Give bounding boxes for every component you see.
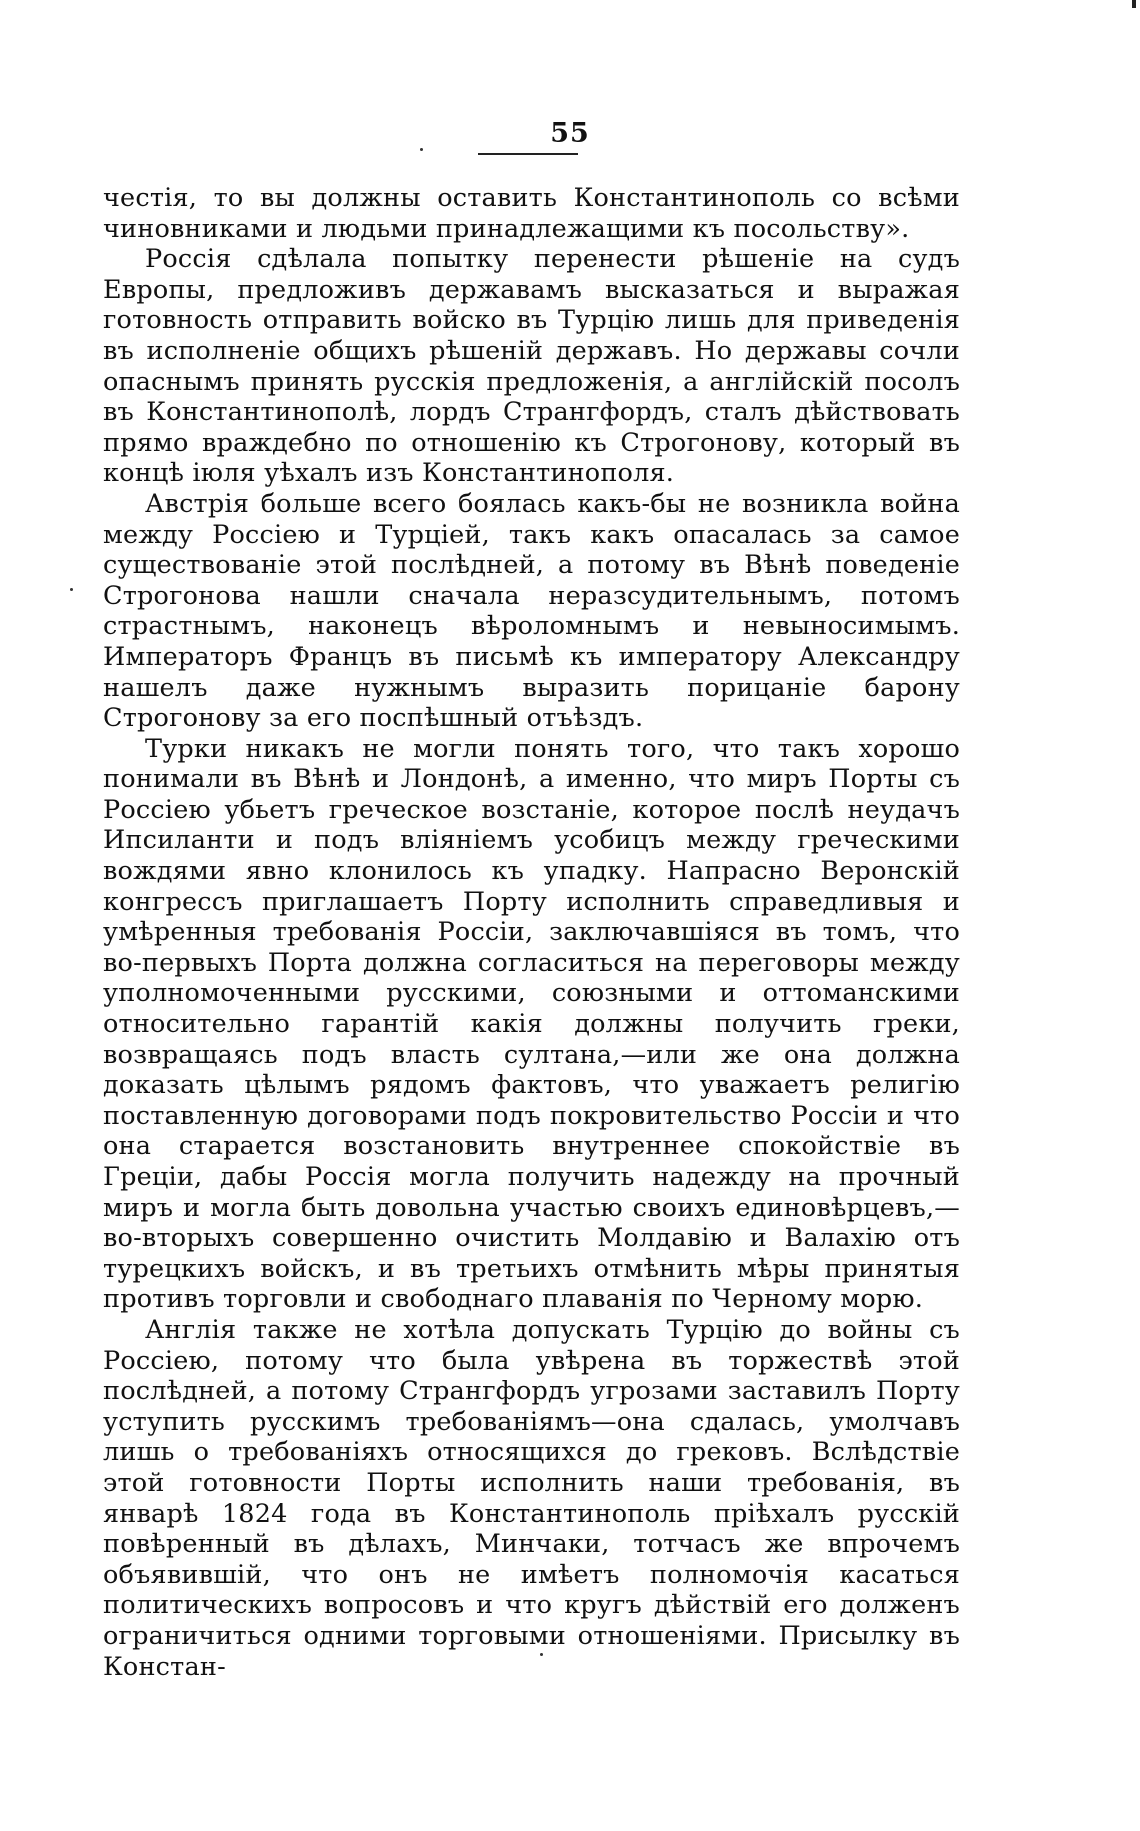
paragraph-4: Турки никакъ не могли понять того, что такъ хорошо понимали въ Вѣнѣ и Лондонѣ, а именно, что миръ Порты съ Россіею убьетъ греческое возстаніе, которое послѣ неудачъ Ипсиланти и подъ вліяніемъ усобицъ между греческими вождями явно клонилось къ упадку. Напрасно Веронскій конгрессъ приглашаетъ Порту исполнить справедливыя и умѣренныя требованія Россіи, заключавшіяся въ томъ, что во-первыхъ Порта должна согласиться на переговоры между уполномоченными русскими, союзными и оттоманскими относительно гарантій какія должны получить греки, возвращаясь подъ власть султана,—или же она должна доказать цѣлымъ рядомъ фактовъ, что уважаетъ религію поставленную договорами подъ покровительство Россіи и что она старается возстановить внутреннее спокойствіе въ Греціи, дабы Россія могла получить надежду на прочный миръ и могла быть довольна участью своихъ единовѣрцевъ,—во-вторыхъ совершенно очистить Молдавію и Валахію отъ турецкихъ войскъ, и въ третьихъ отмѣнить мѣры принятыя противъ торговли и свободнаго плаванія по Черному морю. — [103, 733, 960, 1315]
scan-edge-mark — [1132, 0, 1136, 8]
header-rule — [478, 153, 578, 155]
paragraph-5: Англія также не хотѣла допускать Турцію до войны съ Россіею, потому что была увѣрена въ торжествѣ этой послѣдней, а потому Странгфордъ угрозами заставилъ Порту уступить русскимъ требованіямъ—она сдалась, умолчавъ лишь о требованіяхъ относящихся до грековъ. Вслѣдствіе этой готовности Порты исполнить наши требованія, въ январѣ 1824 года въ Константинополь пріѣхалъ русскій повѣренный въ дѣлахъ, Минчаки, тотчасъ же впрочемъ объявившій, что онъ не имѣетъ полномочія касаться политическихъ вопросовъ и что кругъ дѣйствій его долженъ ограничиться одними торговыми отношеніями. Присылку въ Констан- — [103, 1314, 960, 1682]
scan-speck — [70, 588, 73, 591]
paragraph-3: Австрія больше всего боялась какъ-бы не возникла война между Россіею и Турціей, такъ какъ опасалась за самое существованіе этой послѣдней, а потому въ Вѣнѣ поведеніе Строгонова нашли сначала неразсудительнымъ, потомъ страстнымъ, наконецъ вѣроломнымъ и невыносимымъ. Императоръ Францъ въ письмѣ къ императору Александру нашелъ даже нужнымъ выразить порицаніе барону Строгонову за его поспѣшный отъѣздъ. — [103, 488, 960, 734]
scan-speck — [420, 148, 423, 151]
paragraph-2: Россія сдѣлала попытку перенести рѣшеніе на судъ Европы, предложивъ державамъ высказаться и выражая готовность отправить войско въ Турцію лишь для приведенія въ исполненіе общихъ рѣшеній державъ. Но державы сочли опаснымъ принять русскія предложенія, а англійскій посолъ въ Константинополѣ, лордъ Странгфордъ, сталъ дѣйствовать прямо враждебно по отношенію къ Строгонову, который въ концѣ іюля уѣхалъ изъ Константинополя. — [103, 244, 960, 489]
scan-speck — [540, 1653, 543, 1656]
page-number: 55 — [550, 118, 590, 149]
paragraph-1: честія, то вы должны оставить Константинополь со всѣми чиновниками и людьми принадлежащими къ посольству». — [103, 183, 960, 244]
body-text — [103, 183, 960, 1682]
